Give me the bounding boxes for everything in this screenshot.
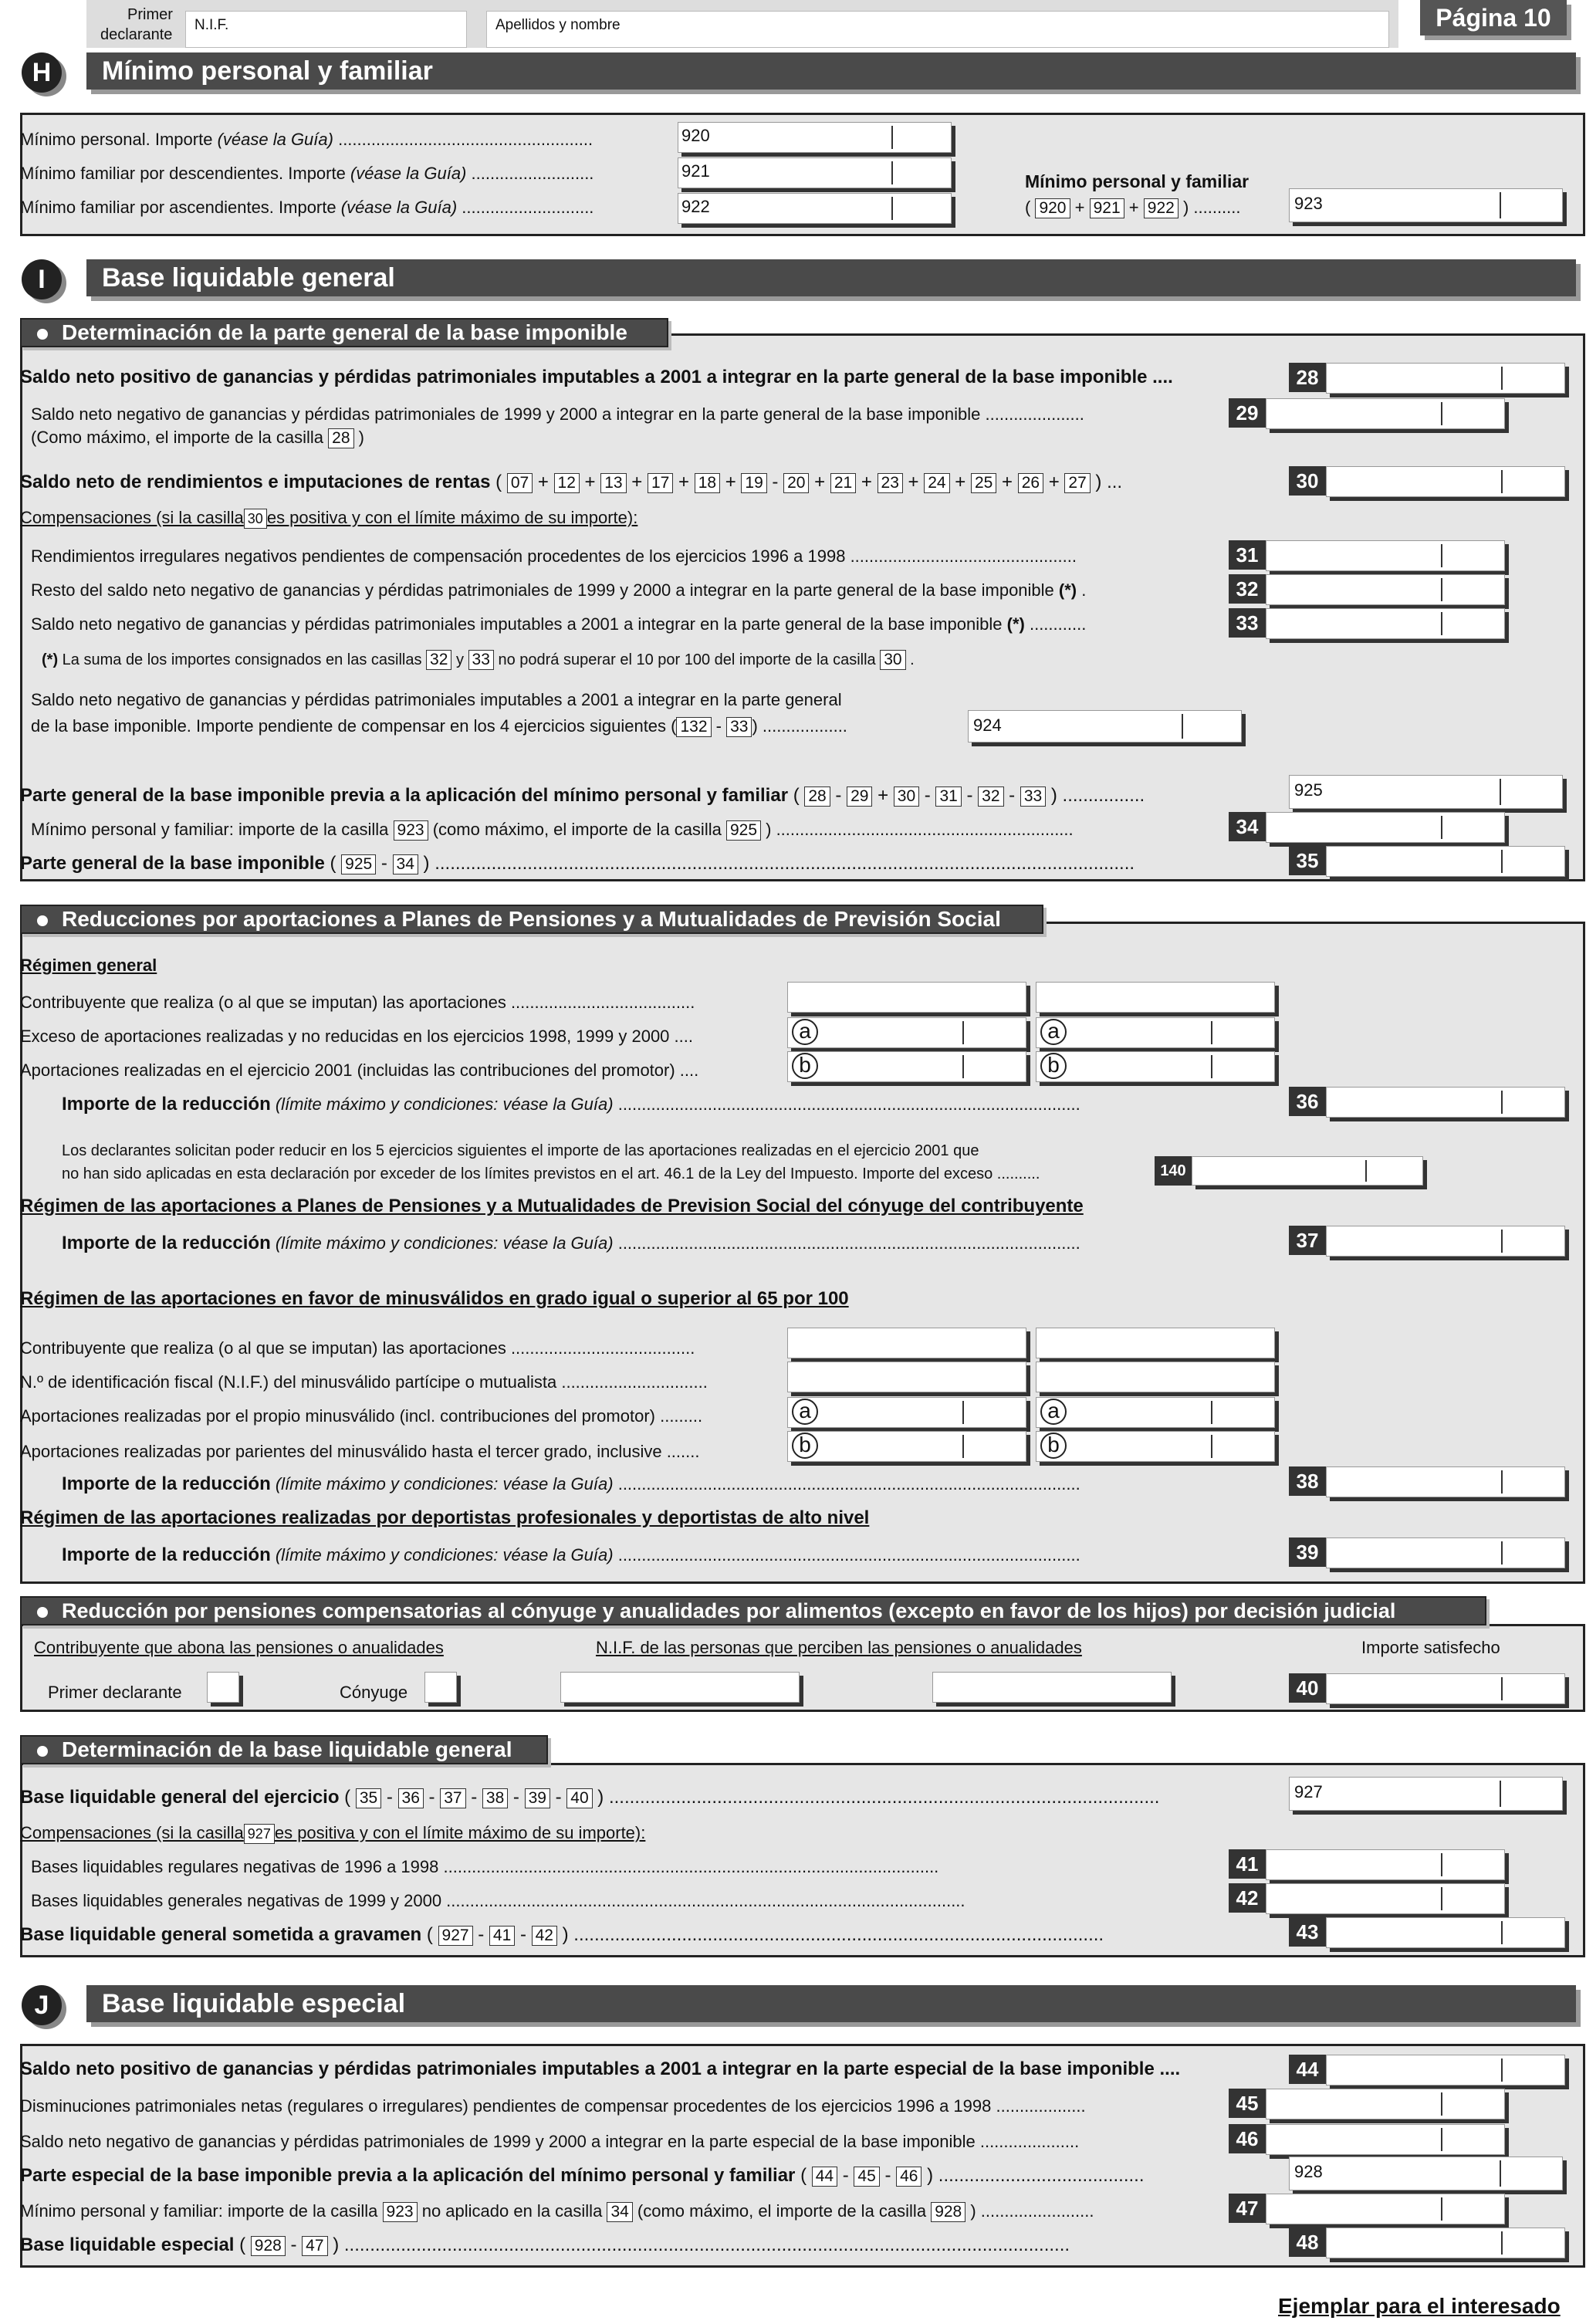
compensaciones-label: Compensaciones (si la casilla 30 es positiva y con el límite máximo de su importe): — [20, 508, 638, 527]
field-925[interactable] — [1289, 775, 1563, 809]
line-29: Saldo neto negativo de ganancias y pérdidas patrimoniales de 1999 y 2000 a integrar en la parte general de la base imponible ..................... — [31, 404, 1084, 424]
code-923: 923 — [1292, 193, 1325, 215]
line-48: Base liquidable especial ( 928 - 47 ) ............................................................................................................................................. — [20, 2234, 1070, 2255]
line-32: Resto del saldo neto negativo de ganancias y pérdidas patrimoniales de 1999 y 2000 a integrar en la parte general de la base imponible (*) . — [31, 580, 1087, 600]
field-41[interactable] — [1266, 1849, 1505, 1880]
minus-prop-col-1[interactable] — [787, 1397, 1026, 1428]
field-29[interactable] — [1266, 398, 1505, 429]
field-922[interactable] — [678, 193, 952, 224]
mark-b-2: b — [1040, 1053, 1067, 1079]
num-45: 45 — [1229, 2089, 1266, 2118]
field-927[interactable] — [1289, 1777, 1563, 1811]
num-41: 41 — [1229, 1849, 1266, 1879]
field-921[interactable] — [678, 157, 952, 188]
line-38: Importe de la reducción (límite máximo y condiciones: véase la Guía) .................................................................................................. — [62, 1473, 1080, 1494]
row-922-label: Mínimo familiar por ascendientes. Importe (véase la Guía) ............................ — [20, 198, 594, 217]
nif-perc-label: N.I.F. de las personas que perciben las pensiones o anualidades — [596, 1638, 1082, 1657]
minus-mark-b-1: b — [792, 1433, 818, 1459]
line-924b: de la base imponible. Importe pendiente de compensar en los 4 ejercicios siguientes ( 132 - 33 ) .................. — [31, 716, 847, 736]
regimen-conyuge-title: Régimen de las aportaciones a Planes de Pensiones y a Mutualidades de Prevision Social del cónyuge del contribuyente — [20, 1196, 1084, 1216]
aport2001-col-1[interactable] — [787, 1051, 1026, 1082]
num-40: 40 — [1289, 1673, 1326, 1703]
field-40[interactable] — [1326, 1673, 1565, 1704]
num-44: 44 — [1289, 2055, 1326, 2084]
num-31: 31 — [1229, 540, 1266, 570]
num-37: 37 — [1289, 1226, 1326, 1255]
sum-formula: ( 920 + 921 + 922 ) .......... — [1025, 198, 1241, 217]
row-921-label: Mínimo familiar por descendientes. Importe (véase la Guía) .......................... — [20, 164, 594, 183]
field-924[interactable] — [968, 710, 1242, 743]
contrib-abona-label: Contribuyente que abona las pensiones o anualidades — [34, 1638, 444, 1657]
field-38[interactable] — [1326, 1466, 1565, 1497]
num-46: 46 — [1229, 2124, 1266, 2153]
line-39: Importe de la reducción (límite máximo y condiciones: véase la Guía) .................................................................................................. — [62, 1544, 1080, 1565]
code-927: 927 — [1292, 1781, 1325, 1803]
field-920[interactable] — [678, 122, 952, 153]
line-47: Mínimo personal y familiar: importe de la casilla 923 no aplicado en la casilla 34 (como máximo, el importe de la casilla 928 ) ........................ — [20, 2201, 1094, 2221]
exceso-col-1[interactable] — [787, 1017, 1026, 1048]
primer-label: Primer — [127, 6, 173, 23]
num-34: 34 — [1229, 812, 1266, 841]
line-46: Saldo neto negativo de ganancias y pérdidas patrimoniales de 1999 y 2000 a integrar en la parte especial de la base imponible ..................... — [20, 2132, 1080, 2151]
code-925: 925 — [1292, 780, 1325, 801]
primer-declarante-label: Primer declarante — [48, 1683, 182, 1702]
num-48: 48 — [1289, 2228, 1326, 2257]
line-34: Mínimo personal y familiar: importe de la casilla 923 (como máximo, el importe de la casilla 925 ) ............................................................... — [31, 820, 1074, 839]
line-35: Parte general de la base imponible ( 925 - 34 ) ........................................................................................................................................ — [20, 853, 1135, 874]
num-39: 39 — [1289, 1537, 1326, 1567]
line-37: Importe de la reducción (límite máximo y condiciones: véase la Guía) .................................................................................................. — [62, 1233, 1080, 1253]
line-41: Bases liquidables regulares negativas de 1996 a 1998 ......................................................................................................... — [31, 1857, 939, 1876]
line-928: Parte especial de la base imponible previa a la aplicación del mínimo personal y familiar ( 44 - 45 - 46 ) ........................................ — [20, 2165, 1145, 2186]
section-h-badge: H — [22, 52, 62, 93]
regimen-deportistas-title: Régimen de las aportaciones realizadas por deportistas profesionales y deportistas de alto nivel — [20, 1507, 870, 1528]
page-number: Página 10 — [1420, 0, 1567, 36]
num-140: 140 — [1155, 1156, 1192, 1186]
minus-nif-col-1[interactable] — [787, 1362, 1026, 1392]
aport2001-col-2[interactable] — [1036, 1051, 1275, 1082]
tab-base-liquidable-general: Determinación de la base liquidable general — [20, 1735, 548, 1764]
field-45[interactable] — [1266, 2089, 1505, 2119]
field-928[interactable] — [1289, 2157, 1563, 2190]
minus-mark-b-2: b — [1040, 1433, 1067, 1459]
tab-pensiones-compensatorias: Reducción por pensiones compensatorias al cónyuge y anualidades por alimentos (excepto en favor de los hijos) por decisión judicial — [20, 1596, 1486, 1625]
row-920-label: Mínimo personal. Importe (véase la Guía) ...................................................... — [20, 130, 593, 149]
exceso-col-2[interactable] — [1036, 1017, 1275, 1048]
field-44[interactable] — [1326, 2055, 1565, 2086]
mark-b-1: b — [792, 1053, 818, 1079]
num-38: 38 — [1289, 1466, 1326, 1496]
mark-a-2: a — [1040, 1019, 1067, 1045]
line-924a: Saldo neto negativo de ganancias y pérdidas patrimoniales imputables a 2001 a integrar en la parte general — [31, 690, 842, 709]
field-923[interactable] — [1289, 188, 1563, 222]
apellidos-field[interactable] — [486, 11, 1389, 48]
line-30: Saldo neto de rendimientos e imputaciones de rentas ( 07 + 12 + 13 + 17 + 18 + 19 - 20 + 21 + 23 + 24 + 25 + 26 + 27 ) ... — [20, 472, 1123, 492]
num-30: 30 — [1289, 466, 1326, 496]
minus-mark-a-1: a — [792, 1399, 818, 1425]
decl-line-1: Los declarantes solicitan poder reducir en los 5 ejercicios siguientes el importe de las aportaciones realizadas en el ejercicio 2001 que — [62, 1142, 979, 1159]
field-35[interactable] — [1326, 846, 1565, 877]
section-i-badge: I — [22, 259, 62, 299]
line-43: Base liquidable general sometida a gravamen ( 927 - 41 - 42 ) ....................................................................................................... — [20, 1924, 1104, 1945]
code-920: 920 — [679, 125, 712, 147]
line-36: Importe de la reducción (límite máximo y condiciones: véase la Guía) .................................................................................................. — [62, 1094, 1080, 1115]
nif-label: N.I.F. — [194, 17, 229, 33]
apellidos-label: Apellidos y nombre — [495, 17, 621, 33]
minus-par-col-1[interactable] — [787, 1431, 1026, 1462]
field-46[interactable] — [1266, 2124, 1505, 2155]
field-32[interactable] — [1266, 574, 1505, 605]
line-29b: (Como máximo, el importe de la casilla 28 ) — [31, 428, 364, 447]
minus-contrib-col-2[interactable] — [1036, 1328, 1275, 1358]
num-42: 42 — [1229, 1883, 1266, 1913]
regimen-minus-title: Régimen de las aportaciones en favor de minusválidos en grado igual o superior al 65 por 100 — [20, 1288, 849, 1309]
field-36[interactable] — [1326, 1087, 1565, 1118]
contrib-col-1[interactable] — [787, 982, 1026, 1013]
aport2001-label: Aportaciones realizadas en el ejercicio 2001 (incluidas las contribuciones del promotor) .... — [20, 1061, 699, 1080]
field-42[interactable] — [1266, 1883, 1505, 1914]
line-45: Disminuciones patrimoniales netas (regulares o irregulares) pendientes de compensar procedentes de los ejercicios 1996 a 1998 ................... — [20, 2096, 1086, 2116]
section-h-title: Mínimo personal y familiar — [86, 52, 1576, 90]
minus-aport-par-label: Aportaciones realizadas por parientes del minusválido hasta el tercer grado, inclusive ....... — [20, 1442, 700, 1461]
field-140[interactable] — [1192, 1156, 1423, 1186]
regimen-general-title: Régimen general — [20, 956, 157, 975]
section-j-title: Base liquidable especial — [86, 1985, 1576, 2022]
exceso-label: Exceso de aportaciones realizadas y no reducidas en los ejercicios 1998, 1999 y 2000 .... — [20, 1027, 693, 1046]
line-28: Saldo neto positivo de ganancias y pérdidas patrimoniales imputables a 2001 a integrar en la parte general de la base imponible .... — [20, 367, 1173, 387]
conyuge-check[interactable] — [424, 1672, 457, 1703]
line-925: Parte general de la base imponible previa a la aplicación del mínimo personal y familiar ( 28 - 29 + 30 - 31 - 32 - 33 ) ................ — [20, 785, 1145, 806]
primer-declarante-check[interactable] — [207, 1672, 239, 1703]
num-47: 47 — [1229, 2194, 1266, 2223]
field-37[interactable] — [1326, 1226, 1565, 1257]
num-32: 32 — [1229, 574, 1266, 604]
nif-perc-field-2[interactable] — [932, 1672, 1172, 1703]
contrib-col-2[interactable] — [1036, 982, 1275, 1013]
conyuge-label: Cónyuge — [340, 1683, 408, 1702]
declarante-label: declarante — [100, 26, 173, 43]
code-928: 928 — [1292, 2161, 1325, 2183]
field-39[interactable] — [1326, 1537, 1565, 1568]
field-48[interactable] — [1326, 2228, 1565, 2258]
num-28: 28 — [1289, 363, 1326, 392]
minus-contrib-label: Contribuyente que realiza (o al que se imputan) las aportaciones ....................................... — [20, 1338, 695, 1358]
field-47[interactable] — [1266, 2194, 1505, 2224]
minus-par-col-2[interactable] — [1036, 1431, 1275, 1462]
num-43: 43 — [1289, 1917, 1326, 1947]
minus-nif-label: N.º de identificación fiscal (N.I.F.) del minusválido partícipe o mutualista ............................... — [20, 1372, 708, 1392]
line-31: Rendimientos irregulares negativos pendientes de compensación procedentes de los ejercicios 1996 a 1998 ................................................ — [31, 546, 1077, 566]
field-33[interactable] — [1266, 608, 1505, 639]
code-922: 922 — [679, 196, 712, 218]
minus-contrib-col-1[interactable] — [787, 1328, 1026, 1358]
contrib-label: Contribuyente que realiza (o al que se imputan) las aportaciones ....................................... — [20, 993, 695, 1012]
field-31[interactable] — [1266, 540, 1505, 571]
line-927: Base liquidable general del ejercicio ( 35 - 36 - 37 - 38 - 39 - 40 ) ........................................................................................................... — [20, 1787, 1160, 1808]
decl-line-2: no han sido aplicadas en esta declaración por exceder de los límites previstos en el art. 46.1 de la Ley del Impuesto. Importe del exceso .......... — [62, 1165, 1040, 1182]
num-36: 36 — [1289, 1087, 1326, 1116]
minus-mark-a-2: a — [1040, 1399, 1067, 1425]
field-30[interactable] — [1326, 466, 1565, 497]
tab-reducciones-pensiones: Reducciones por aportaciones a Planes de Pensiones y a Mutualidades de Previsión Social — [20, 905, 1043, 934]
minus-aport-prop-label: Aportaciones realizadas por el propio minusválido (incl. contribuciones del promotor) ......... — [20, 1406, 703, 1426]
tab-parte-general: Determinación de la parte general de la base imponible — [20, 318, 668, 347]
footer-label: Ejemplar para el interesado — [1278, 2294, 1561, 2318]
note-10-percent: (*) La suma de los importes consignados en las casillas 32 y 33 no podrá superar el 10 por 100 del importe de la casilla 30 . — [42, 651, 915, 668]
sum-title: Mínimo personal y familiar — [1025, 171, 1250, 191]
num-29: 29 — [1229, 398, 1266, 428]
section-j-badge: J — [22, 1985, 62, 2025]
line-44: Saldo neto positivo de ganancias y pérdidas patrimoniales imputables a 2001 a integrar en la parte especial de la base imponible .... — [20, 2058, 1181, 2079]
compensaciones-927-label: Compensaciones (si la casilla 927 es positiva y con el límite máximo de su importe): — [20, 1823, 646, 1842]
field-34[interactable] — [1266, 812, 1505, 843]
field-28[interactable] — [1326, 363, 1565, 394]
field-43[interactable] — [1326, 1917, 1565, 1948]
code-924: 924 — [971, 715, 1004, 736]
minus-nif-col-2[interactable] — [1036, 1362, 1275, 1392]
nif-perc-field-1[interactable] — [560, 1672, 800, 1703]
importe-satisfecho-label: Importe satisfecho — [1361, 1638, 1500, 1657]
code-921: 921 — [679, 161, 712, 182]
line-42: Bases liquidables generales negativas de 1999 y 2000 .............................................................................................................. — [31, 1891, 965, 1910]
mark-a-1: a — [792, 1019, 818, 1045]
num-33: 33 — [1229, 608, 1266, 638]
minus-prop-col-2[interactable] — [1036, 1397, 1275, 1428]
num-35: 35 — [1289, 846, 1326, 875]
line-33: Saldo neto negativo de ganancias y pérdidas patrimoniales imputables a 2001 a integrar en la parte general de la base imponible (*) ............ — [31, 614, 1087, 634]
section-i-title: Base liquidable general — [86, 259, 1576, 296]
